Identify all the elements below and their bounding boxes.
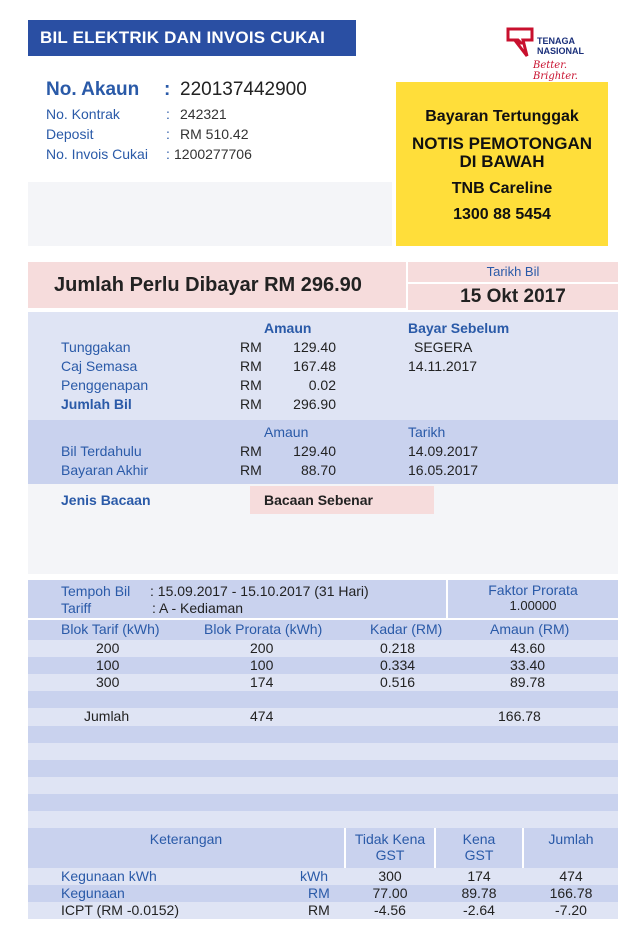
account-number-label: No. Akaun [46, 79, 140, 100]
total-amount: 166.78 [498, 708, 541, 724]
history-value: 129.40 [293, 443, 336, 459]
column-header: Blok Prorata (kWh) [204, 621, 323, 637]
summary-row [28, 868, 618, 885]
table-cell: 33.40 [510, 657, 546, 673]
table-cell: 0.218 [380, 640, 416, 656]
currency: RM [240, 443, 262, 459]
currency: RM [240, 462, 262, 478]
date-header: Tarikh [408, 424, 446, 440]
column-header: Kadar (RM) [370, 621, 443, 637]
deposit-label: Deposit [46, 126, 94, 142]
bill-date-label: Tarikh Bil [408, 262, 618, 282]
colon: : [166, 126, 170, 142]
table-row [28, 640, 618, 657]
amount-due: Jumlah Perlu Dibayar RM 296.90 [28, 262, 406, 308]
summary-cell: 474 [559, 868, 583, 884]
bill-date: 15 Okt 2017 [408, 284, 618, 310]
table-row [28, 657, 618, 674]
tariff-table-header [28, 620, 618, 640]
table-cell: 174 [250, 674, 274, 690]
colon: : [166, 146, 170, 162]
colon: : [164, 79, 171, 100]
total-label: Jumlah [84, 708, 130, 724]
table-row [28, 811, 618, 828]
summary-unit: RM [308, 885, 330, 901]
table-row [28, 777, 618, 794]
table-cell: 100 [250, 657, 274, 673]
notice-line: TNB Careline [451, 180, 553, 197]
tnb-logo [505, 26, 615, 82]
table-cell: 200 [250, 640, 274, 656]
table-cell: 0.516 [380, 674, 416, 690]
charge-value: 0.02 [308, 377, 336, 393]
history-section [28, 420, 618, 484]
prorata-box [448, 580, 618, 618]
column-header: Keterangan [28, 828, 344, 868]
table-cell: 100 [96, 657, 120, 673]
table-row [28, 726, 618, 743]
prorata-label: Faktor Prorata [488, 582, 578, 598]
reading-type: Bacaan Sebenar [250, 486, 434, 514]
column-header: Amaun (RM) [490, 621, 570, 637]
tariff-label: Tariff [61, 600, 92, 616]
tariff-value: : A - Kediaman [152, 600, 244, 616]
account-info [28, 76, 388, 176]
currency: RM [240, 339, 262, 355]
deposit-value: RM 510.42 [180, 126, 249, 142]
summary-label: Kegunaan kWh [61, 868, 157, 884]
table-row [28, 708, 618, 726]
total-bill-label: Jumlah Bil [61, 396, 132, 412]
summary-cell: 166.78 [549, 885, 593, 901]
contract-number: 242321 [180, 106, 227, 122]
summary-unit: RM [308, 902, 330, 918]
contract-label: No. Kontrak [46, 106, 120, 122]
total-bill-value: 296.90 [293, 396, 336, 412]
billing-period [28, 580, 446, 618]
tnb-logo-icon [505, 26, 535, 60]
amount-header: Amaun [264, 320, 312, 336]
table-row [28, 691, 618, 708]
pay-before-header: Bayar Sebelum [408, 320, 510, 336]
notice-line: DI BAWAH [459, 152, 545, 171]
invoice-number: 1200277706 [174, 146, 252, 162]
history-label: Bayaran Akhir [61, 462, 149, 478]
total-kwh: 474 [250, 708, 274, 724]
logo-name: TENAGA NASIONAL [537, 36, 584, 56]
pay-before-value: SEGERA [414, 339, 473, 355]
summary-cell: -7.20 [555, 902, 587, 918]
table-cell: 300 [96, 674, 120, 690]
history-label: Bil Terdahulu [61, 443, 142, 459]
summary-label: ICPT (RM -0.0152) [61, 902, 179, 918]
summary-cell: 89.78 [461, 885, 497, 901]
table-row [28, 760, 618, 777]
table-row [28, 674, 618, 691]
summary-cell: -4.56 [374, 902, 406, 918]
summary-cell: -2.64 [463, 902, 495, 918]
table-row [28, 743, 618, 760]
history-date: 14.09.2017 [408, 443, 479, 459]
charge-label: Penggenapan [61, 377, 149, 393]
table-cell: 200 [96, 640, 120, 656]
column-header: Kena GST [436, 828, 522, 868]
summary-header [28, 828, 618, 868]
currency: RM [240, 358, 262, 374]
table-cell: 0.334 [380, 657, 416, 673]
summary-row [28, 885, 618, 902]
reading-label: Jenis Bacaan [61, 492, 151, 508]
column-header: Blok Tarif (kWh) [61, 621, 160, 637]
currency: RM [240, 396, 262, 412]
charges-section [28, 312, 618, 420]
summary-cell: 300 [378, 868, 402, 884]
document-title: BIL ELEKTRIK DAN INVOIS CUKAI [28, 20, 356, 56]
charge-value: 129.40 [293, 339, 336, 355]
table-cell: 89.78 [510, 674, 546, 690]
history-value: 88.70 [300, 462, 336, 478]
invoice-label: No. Invois Cukai [46, 146, 148, 162]
charge-label: Caj Semasa [61, 358, 138, 374]
pay-before-date: 14.11.2017 [408, 358, 478, 374]
logo-tagline: Better. Brighter. [533, 60, 578, 82]
summary-cell: 77.00 [372, 885, 408, 901]
summary-cell: 174 [467, 868, 491, 884]
amount-header: Amaun [264, 424, 309, 440]
notice-box [396, 82, 608, 246]
currency: RM [240, 377, 262, 393]
summary-row [28, 902, 618, 919]
charge-value: 167.48 [293, 358, 336, 374]
notice-line: NOTIS PEMOTONGAN [411, 134, 593, 153]
blank-area [28, 182, 392, 246]
colon: : [166, 106, 170, 122]
notice-line: 1300 88 5454 [453, 206, 551, 223]
period-value: : 15.09.2017 - 15.10.2017 (31 Hari) [150, 583, 369, 599]
table-cell: 43.60 [510, 640, 546, 656]
history-date: 16.05.2017 [408, 462, 479, 478]
summary-unit: kWh [300, 868, 328, 884]
charge-label: Tunggakan [61, 339, 131, 355]
period-label: Tempoh Bil [61, 583, 131, 599]
account-number: 220137442900 [180, 79, 307, 100]
table-row [28, 794, 618, 811]
column-header: Tidak Kena GST [346, 828, 434, 868]
summary-label: Kegunaan [61, 885, 125, 901]
column-header: Jumlah [524, 828, 618, 868]
prorata-value: 1.00000 [509, 598, 557, 613]
notice-line: Bayaran Tertunggak [425, 108, 579, 125]
